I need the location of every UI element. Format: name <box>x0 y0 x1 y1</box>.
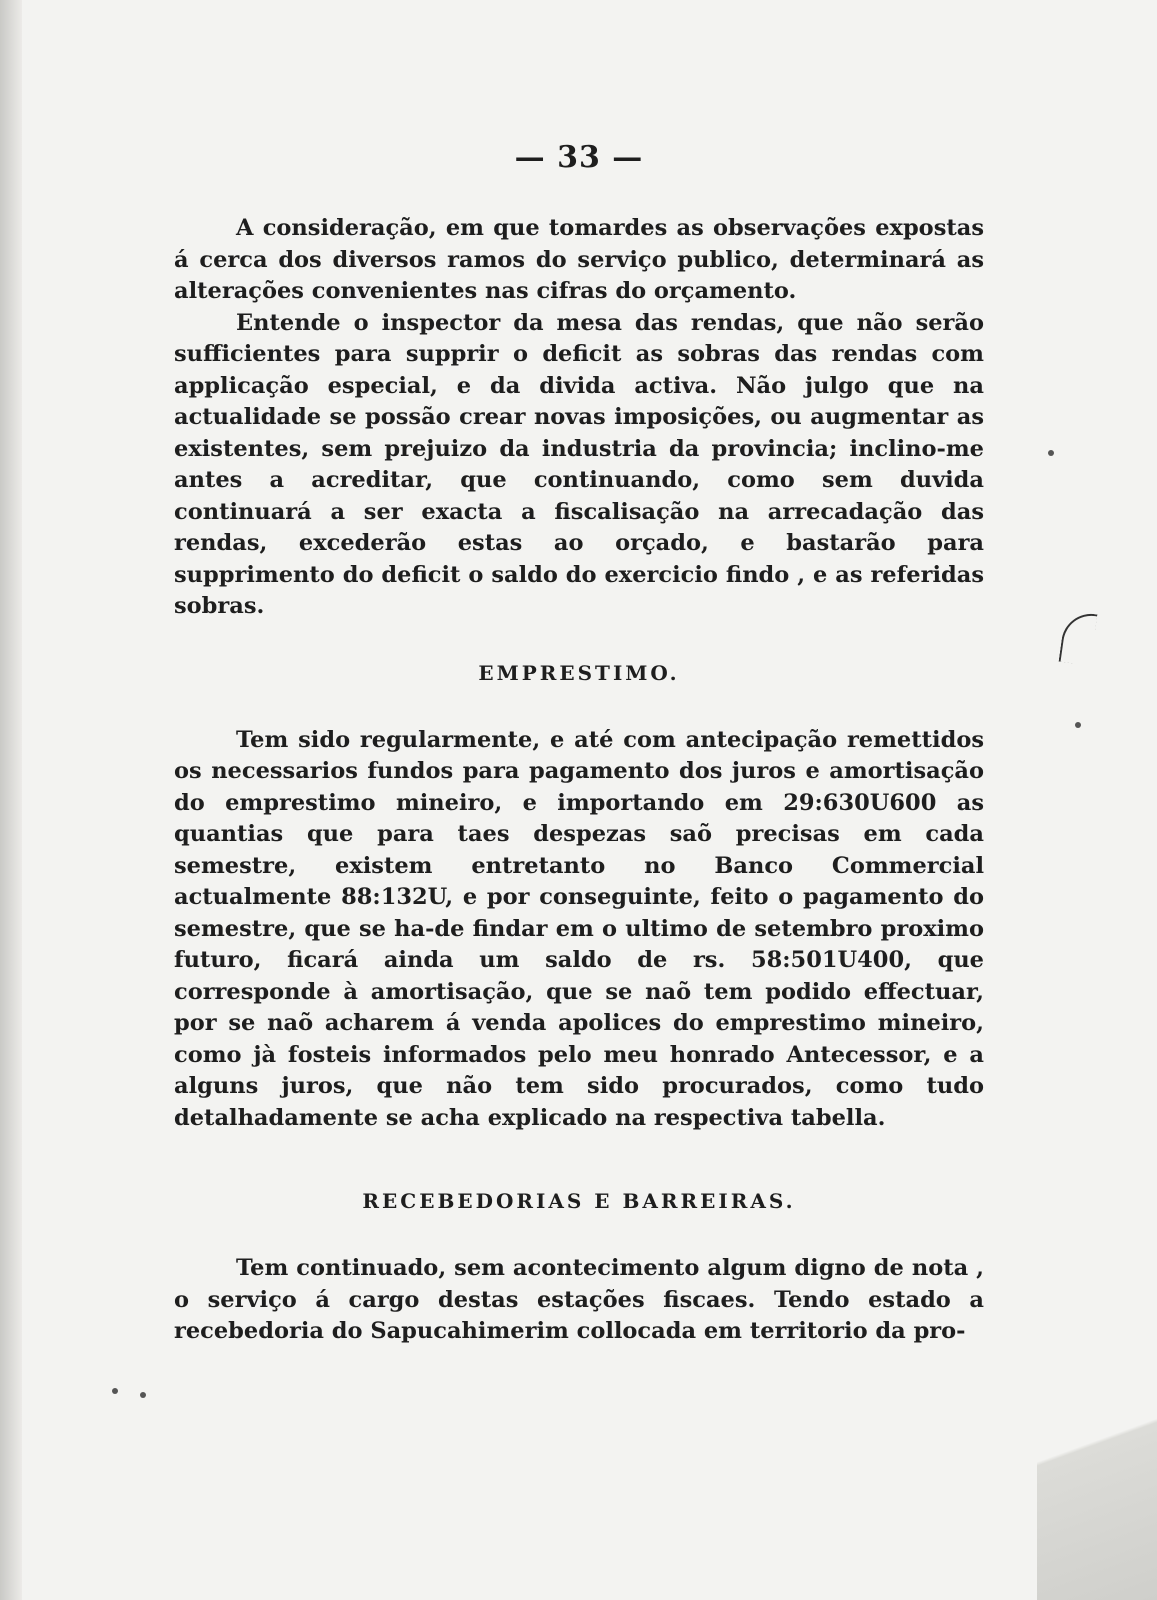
scan-speck <box>1075 722 1081 728</box>
scan-speck <box>1048 450 1054 456</box>
emprestimo-paragraph: Tem sido regularmente, e até com antecipação remettidos os necessarios fundos para pagamento dos juros e amortisação do emprestimo mineiro, e importando em 29:630U600 as quantias que para taes despezas saõ precisas em cada semestre, existem entretanto no Banco Commercial actualmente 88:132U, e por conseguinte, feito o pagamento do semestre, que se ha-de findar em o ultimo de setembro proximo futuro, ficará ainda um saldo de rs. 58:501U400, que corresponde à amortisação, que se naõ tem podido effectuar, por se naõ acharem á venda apolices do emprestimo mineiro, como jà fosteis informados pelo meu honrado Antecessor, e a alguns juros, que não tem sido procurados, como tudo detalhadamente se acha explicado na respectiva tabella. <box>174 726 984 1131</box>
margin-pen-mark <box>1059 610 1098 666</box>
scan-speck <box>140 1392 146 1398</box>
page-corner-fold <box>1037 1240 1157 1600</box>
section-heading-emprestimo: EMPRESTIMO. <box>478 660 680 685</box>
page-edge-shadow <box>0 0 22 1600</box>
intro-paragraph-2: Entende o inspector da mesa das rendas, que não serão sufficientes para supprir o deficit as sobras das rendas com applicação especial, e da divida activa. Não julgo que na actualidade se possão crear novas imposições, ou augmentar as existentes, sem prejuizo da industria da provincia; inclino-me antes a acreditar, que continuando, como sem duvida continuará a ser exacta a fiscalisação na arrecadação das rendas, excederão estas ao orçado, e bastarão para supprimento do deficit o saldo do exercicio findo , e as referidas sobras. <box>174 309 984 619</box>
section-heading-recebedorias: RECEBEDORIAS E BARREIRAS. <box>362 1189 796 1213</box>
intro-paragraph-1: A consideração, em que tomardes as observações expostas á cerca dos diversos ramos do serviço publico, determinará as alterações convenientes nas cifras do orçamento. <box>174 215 984 304</box>
recebedorias-paragraph: Tem continuado, sem acontecimento algum digno de nota , o serviço á cargo destas estações fiscaes. Tendo estado a recebedoria do Sapucahimerim collocada em territorio da pro- <box>174 1255 984 1344</box>
scan-speck <box>112 1388 118 1394</box>
page-number: — 33 — <box>514 140 644 175</box>
document-page <box>174 140 984 1348</box>
